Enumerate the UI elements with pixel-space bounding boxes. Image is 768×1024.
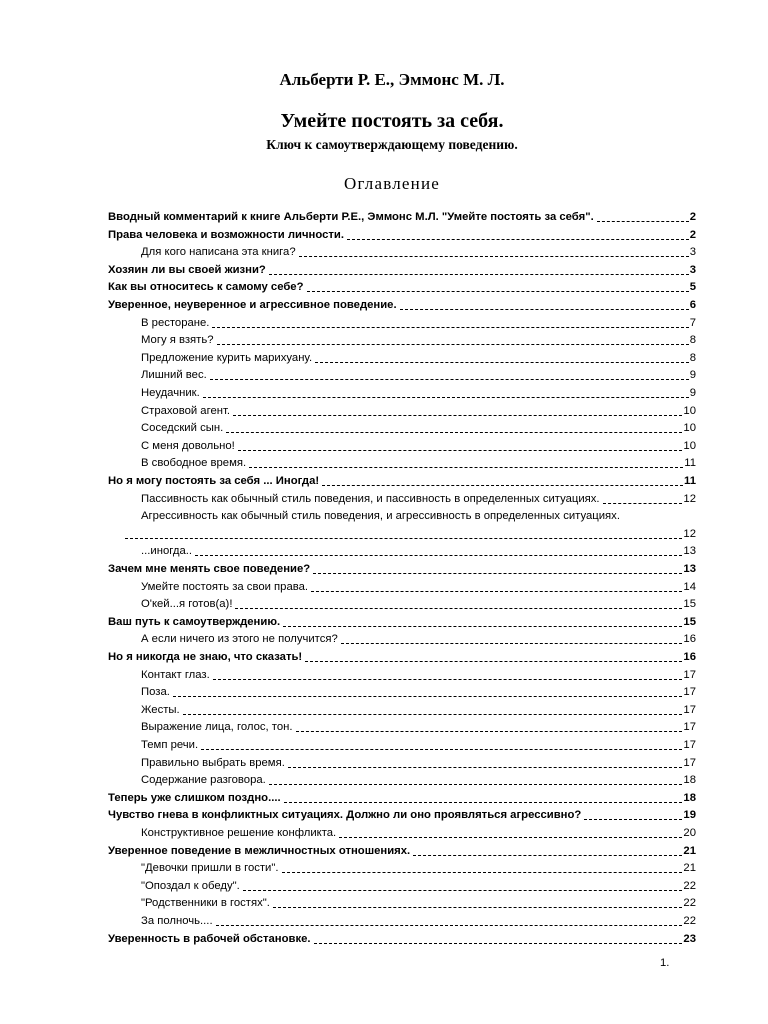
toc-entry-page: 9 xyxy=(689,369,696,382)
toc-entry-page: 18 xyxy=(683,791,696,804)
dot-leader xyxy=(195,546,682,556)
toc-entry-label: Содержание разговора. xyxy=(141,774,266,787)
toc-entry-page: 17 xyxy=(683,668,696,681)
toc-entry-label: Но я никогда не знаю, что сказать! xyxy=(108,651,303,663)
toc-section[interactable] xyxy=(141,666,696,682)
toc-entry-label: О'кей...я готов(а)! xyxy=(141,598,233,611)
dot-leader xyxy=(299,247,689,257)
toc-chapter[interactable] xyxy=(108,560,696,576)
toc-chapter[interactable] xyxy=(108,261,696,277)
toc-section[interactable] xyxy=(141,894,696,910)
dot-leader xyxy=(597,212,689,222)
toc-entry-label: "Девочки пришли в гости". xyxy=(141,862,279,875)
toc-entry-label: "Родственники в гостях". xyxy=(141,897,270,910)
toc-entry-label: Умейте постоять за свои права. xyxy=(141,580,309,593)
toc-entry-label: Могу я взять? xyxy=(141,334,214,347)
toc-entry-label: Конструктивное решение конфликта. xyxy=(141,827,337,839)
toc-section[interactable] xyxy=(141,331,696,347)
toc-section[interactable] xyxy=(141,349,696,365)
toc-entry-label: Для кого написана эта книга? xyxy=(141,246,296,259)
dot-leader xyxy=(216,916,683,926)
toc-section[interactable] xyxy=(141,402,696,418)
dot-leader xyxy=(243,881,683,891)
toc-entry-label: За полночь.... xyxy=(141,915,213,927)
dot-leader xyxy=(314,934,683,944)
dot-leader xyxy=(603,494,683,504)
dot-leader xyxy=(584,810,682,820)
toc-entry-label: В свободное время. xyxy=(141,457,247,470)
toc-section[interactable] xyxy=(141,701,696,717)
dot-leader xyxy=(212,318,688,328)
dot-leader xyxy=(339,828,682,838)
toc-entry-page: 12 xyxy=(683,492,696,505)
toc-entry-label: Уверенное поведение в межличностных отношениях. xyxy=(108,844,411,857)
dot-leader xyxy=(282,863,683,873)
toc-section[interactable] xyxy=(141,630,696,646)
toc-entry-label: Теперь уже слишком поздно.... xyxy=(108,791,281,804)
toc-entry-page: 17 xyxy=(683,703,696,716)
toc-section[interactable] xyxy=(141,736,696,752)
toc-entry-label: Жесты. xyxy=(141,703,180,716)
toc-section[interactable] xyxy=(141,754,696,770)
toc-entry-page: 22 xyxy=(683,879,696,892)
toc-entry-page: 13 xyxy=(683,563,696,575)
toc-entry-label: Как вы относитесь к самому себе? xyxy=(108,281,304,294)
toc-entry-page: 16 xyxy=(683,651,696,663)
toc-section[interactable] xyxy=(141,683,696,699)
toc-entry-page: 14 xyxy=(683,580,696,593)
toc-entry-label: Неудачник. xyxy=(141,387,200,399)
toc-entry-label: Чувство гнева в конфликтных ситуациях. Должно ли оно проявляться агрессивно? xyxy=(108,809,582,822)
toc-entry-page: 8 xyxy=(689,351,696,364)
book-title: Умейте постоять за себя. xyxy=(280,110,504,132)
toc-entry-page: 11 xyxy=(684,457,696,470)
toc-heading: Оглавление xyxy=(344,174,440,193)
dot-leader xyxy=(125,529,682,539)
toc-chapter[interactable] xyxy=(108,226,696,242)
toc-entry-label: С меня довольно! xyxy=(141,439,235,452)
dot-leader xyxy=(315,353,689,363)
toc-entry-label: В ресторане. xyxy=(141,316,210,329)
authors-line: Альберти Р. Е., Эммонс М. Л. xyxy=(279,70,505,89)
toc-entry-page: 6 xyxy=(689,299,696,311)
toc-entry-page: 2 xyxy=(689,228,696,241)
toc-section[interactable] xyxy=(141,419,696,435)
toc-entry-page: 3 xyxy=(689,263,696,276)
toc-entry-label: Страховой агент. xyxy=(141,404,231,417)
toc-entry-continuation[interactable] xyxy=(122,525,696,541)
toc-chapter[interactable] xyxy=(108,296,696,312)
toc-chapter[interactable] xyxy=(108,648,696,664)
toc-entry-label: "Опоздал к обеду". xyxy=(141,879,240,892)
dot-leader xyxy=(183,705,683,715)
toc-entry-label: Но я могу постоять за себя ... Иногда! xyxy=(108,475,320,487)
toc-chapter[interactable] xyxy=(108,806,696,822)
toc-section[interactable] xyxy=(141,578,696,594)
dot-leader xyxy=(341,634,683,644)
dot-leader xyxy=(296,722,683,732)
toc-entry-page: 17 xyxy=(683,721,696,734)
toc-entry-label: Лишний вес. xyxy=(141,369,207,382)
toc-section[interactable] xyxy=(141,859,696,875)
toc-entry-page: 22 xyxy=(683,915,696,927)
dot-leader xyxy=(217,335,689,345)
toc-section[interactable] xyxy=(141,437,696,453)
toc-section[interactable] xyxy=(141,595,696,611)
dot-leader xyxy=(307,282,689,292)
dot-leader xyxy=(283,617,682,627)
toc-section[interactable] xyxy=(141,384,696,400)
toc-entry-page: 17 xyxy=(683,739,696,751)
toc-section[interactable] xyxy=(141,542,696,558)
toc-section[interactable] xyxy=(141,314,696,330)
toc-entry-label: Выражение лица, голос, тон. xyxy=(141,721,293,734)
book-subtitle: Ключ к самоутверждающему поведению. xyxy=(266,137,518,152)
toc-entry-label: Вводный комментарий к книге Альберти Р.Е., Эммонс М.Л. "Умейте постоять за себя". xyxy=(108,211,594,223)
toc-entry-page: 8 xyxy=(689,334,696,347)
dot-leader xyxy=(203,388,689,398)
toc-entry-page: 16 xyxy=(683,633,696,646)
toc-entry-page: 15 xyxy=(683,598,696,611)
toc-entry-page: 12 xyxy=(683,527,696,540)
toc-chapter[interactable] xyxy=(108,930,696,946)
toc-section[interactable] xyxy=(141,718,696,734)
toc-chapter[interactable] xyxy=(108,278,696,294)
toc-entry-page: 19 xyxy=(683,809,696,822)
toc-entry-label: Соседский сын. xyxy=(141,422,224,435)
toc-entry-page: 2 xyxy=(689,211,696,223)
toc-entry-label: Правильно выбрать время. xyxy=(141,756,285,769)
toc-entry-page: 18 xyxy=(683,774,696,787)
page-number: 1. xyxy=(660,957,670,969)
toc-section[interactable] xyxy=(141,771,696,787)
toc-entry-label: Предложение курить марихуану. xyxy=(141,351,313,364)
toc-entry-page: 10 xyxy=(683,439,696,452)
toc-entry-page: 11 xyxy=(684,475,696,487)
dot-leader xyxy=(233,406,682,416)
toc-entry-page: 10 xyxy=(683,404,696,417)
toc-entry-page: 17 xyxy=(683,686,696,699)
toc-section[interactable] xyxy=(141,912,696,928)
toc-entry-label: ...иногда.. xyxy=(141,545,193,558)
dot-leader xyxy=(284,793,683,803)
dot-leader xyxy=(322,476,683,486)
toc-chapter[interactable] xyxy=(108,789,696,805)
dot-leader xyxy=(269,775,683,785)
toc-entry-page: 21 xyxy=(683,862,696,875)
toc-entry-page: 5 xyxy=(689,281,696,294)
toc-section[interactable] xyxy=(141,454,696,470)
toc-entry-label: Права человека и возможности личности. xyxy=(108,228,345,241)
dot-leader xyxy=(273,898,683,908)
toc-section[interactable] xyxy=(141,366,696,382)
toc-entry-page: 13 xyxy=(683,545,696,558)
toc-entry-page: 20 xyxy=(683,827,696,839)
dot-leader xyxy=(347,230,689,240)
dot-leader xyxy=(213,670,683,680)
toc-entry-page: 9 xyxy=(689,387,696,399)
toc-chapter[interactable] xyxy=(108,842,696,858)
dot-leader xyxy=(226,423,682,433)
toc-chapter[interactable] xyxy=(108,472,696,488)
toc-entry-label: Уверенность в рабочей обстановке. xyxy=(108,932,311,945)
toc-section[interactable] xyxy=(141,490,696,506)
dot-leader xyxy=(238,441,683,451)
toc-section[interactable] xyxy=(141,824,696,840)
dot-leader xyxy=(400,300,689,310)
dot-leader xyxy=(210,370,689,380)
dot-leader xyxy=(305,652,682,662)
dot-leader xyxy=(311,582,682,592)
toc-entry-label: А если ничего из этого не получится? xyxy=(141,633,338,646)
toc-entry-page: 10 xyxy=(683,422,696,435)
dot-leader xyxy=(313,564,682,574)
toc-entry-label: Пассивность как обычный стиль поведения, и пассивность в определенных ситуациях. xyxy=(141,492,600,505)
toc-entry-label: Ваш путь к самоутверждению. xyxy=(108,615,281,628)
toc-entry-label: Контакт глаз. xyxy=(141,668,210,681)
dot-leader xyxy=(288,758,683,768)
toc-section[interactable] xyxy=(141,243,696,259)
toc-entry-page: 22 xyxy=(683,897,696,910)
dot-leader xyxy=(249,458,683,468)
toc-entry-page: 15 xyxy=(683,615,696,628)
toc-entry-label: Зачем мне менять свое поведение? xyxy=(108,563,311,575)
toc-entry-page: 3 xyxy=(689,246,696,259)
toc-entry-label: Поза. xyxy=(141,686,170,699)
dot-leader xyxy=(235,599,682,609)
toc-entry-page: 23 xyxy=(683,932,696,945)
toc-chapter[interactable] xyxy=(108,208,696,224)
dot-leader xyxy=(413,846,682,856)
toc-entry-page: 21 xyxy=(683,844,696,857)
dot-leader xyxy=(269,265,689,275)
dot-leader xyxy=(201,740,682,750)
toc-entry[interactable] xyxy=(141,507,696,523)
toc-entry-label: Уверенное, неуверенное и агрессивное поведение. xyxy=(108,299,397,311)
toc-section[interactable] xyxy=(141,877,696,893)
toc-entry-label: Хозяин ли вы своей жизни? xyxy=(108,263,266,276)
dot-leader xyxy=(173,687,683,697)
toc-entry-label: Темп речи. xyxy=(141,739,199,751)
toc-entry-page: 7 xyxy=(689,316,696,329)
toc-entry-label: Агрессивность как обычный стиль поведения, и агрессивность в определенных ситуациях. xyxy=(141,510,620,523)
toc-chapter[interactable] xyxy=(108,613,696,629)
toc-entry-page: 17 xyxy=(683,756,696,769)
